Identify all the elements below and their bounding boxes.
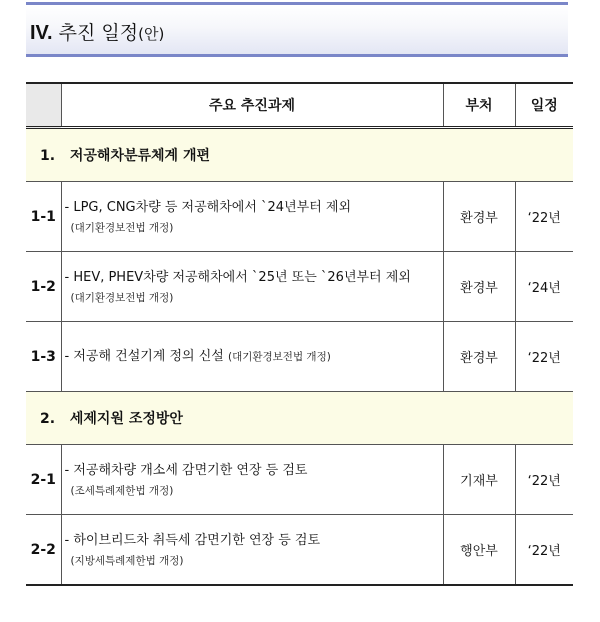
item-dept: 기재부 bbox=[443, 445, 515, 515]
heading-title: 추진 일정 bbox=[58, 22, 139, 44]
table-row bbox=[26, 252, 573, 322]
section-title-cell bbox=[26, 392, 573, 445]
item-task: - 하이브리드차 취득세 감면기한 연장 등 검토 bbox=[64, 532, 321, 548]
item-id: 1-1 bbox=[26, 182, 61, 252]
table-row bbox=[26, 515, 573, 586]
table-row bbox=[26, 322, 573, 392]
item-id: 2-2 bbox=[26, 515, 61, 586]
heading-numeral: IV. bbox=[30, 22, 53, 44]
heading-text bbox=[30, 18, 164, 45]
section-title: 세제지원 조정방안 bbox=[69, 411, 183, 427]
item-task-cell bbox=[61, 515, 443, 586]
item-task: - HEV, PHEV차량 저공해차에서 `25년 또는 `26년부터 제외 bbox=[64, 269, 411, 285]
header-blank-cell bbox=[26, 83, 61, 128]
item-note: (대기환경보전법 개정) bbox=[70, 291, 174, 304]
header-date-column: 일정 bbox=[515, 83, 573, 128]
section-title: 저공해차분류체계 개편 bbox=[69, 148, 210, 164]
item-date: ‘24년 bbox=[515, 252, 573, 322]
item-dept: 환경부 bbox=[443, 182, 515, 252]
item-dept: 환경부 bbox=[443, 322, 515, 392]
section-row bbox=[26, 392, 573, 445]
item-task-cell bbox=[61, 182, 443, 252]
item-task-cell bbox=[61, 322, 443, 392]
item-note: (대기환경보전법 개정) bbox=[70, 221, 174, 234]
item-note: (지방세특례제한법 개정) bbox=[70, 554, 184, 567]
item-task: - LPG, CNG차량 등 저공해차에서 `24년부터 제외 bbox=[64, 199, 352, 215]
item-dept: 환경부 bbox=[443, 252, 515, 322]
item-date: ‘22년 bbox=[515, 182, 573, 252]
item-dept: 행안부 bbox=[443, 515, 515, 586]
schedule-table bbox=[26, 82, 573, 586]
item-id: 1-2 bbox=[26, 252, 61, 322]
item-id: 2-1 bbox=[26, 445, 61, 515]
item-date: ‘22년 bbox=[515, 515, 573, 586]
item-task-cell bbox=[61, 252, 443, 322]
heading-suffix: (안) bbox=[138, 25, 165, 43]
table-row bbox=[26, 182, 573, 252]
section-title-cell bbox=[26, 128, 573, 182]
section-number: 2. bbox=[40, 411, 56, 427]
section-row bbox=[26, 128, 573, 182]
section-heading bbox=[26, 2, 568, 57]
item-note: (조세특례제한법 개정) bbox=[70, 484, 174, 497]
item-task-cell bbox=[61, 445, 443, 515]
section-number: 1. bbox=[40, 148, 56, 164]
table-row bbox=[26, 445, 573, 515]
item-task: - 저공해차량 개소세 감면기한 연장 등 검토 bbox=[64, 462, 308, 478]
table-header-row bbox=[26, 83, 573, 128]
item-note: (대기환경보전법 개정) bbox=[228, 350, 331, 363]
item-task-line bbox=[65, 346, 443, 368]
item-date: ‘22년 bbox=[515, 445, 573, 515]
item-date: ‘22년 bbox=[515, 322, 573, 392]
item-id: 1-3 bbox=[26, 322, 61, 392]
header-task-column: 주요 추진과제 bbox=[61, 83, 443, 128]
item-task: - 저공해 건설기계 정의 신설 bbox=[64, 348, 224, 364]
header-dept-column: 부처 bbox=[443, 83, 515, 128]
